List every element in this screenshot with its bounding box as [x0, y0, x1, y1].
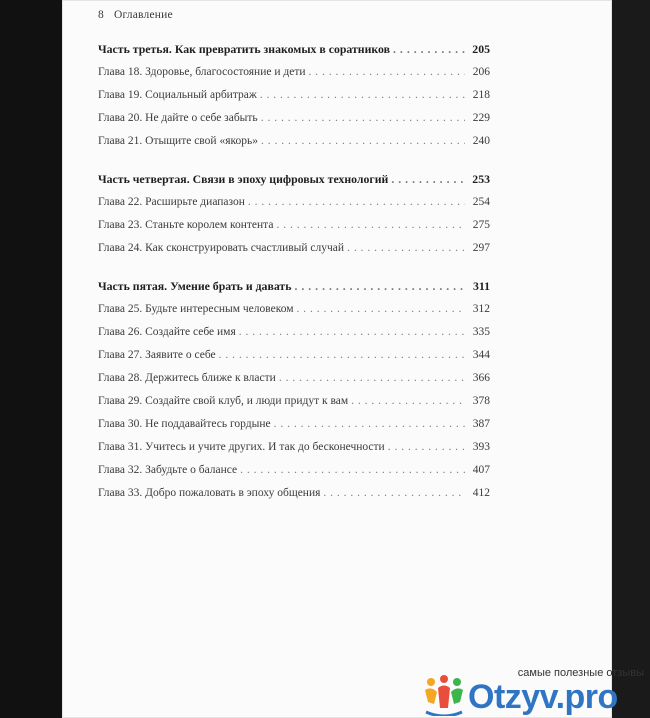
toc-page-number: 254 — [472, 196, 490, 208]
toc-leader-dots — [323, 482, 465, 505]
toc-page-number: 253 — [472, 172, 490, 186]
toc-chapter-title: Глава 26. Создайте себе имя — [98, 326, 236, 338]
toc-leader-dots — [276, 214, 465, 237]
toc-page-number: 205 — [472, 42, 490, 56]
toc-chapter-18 — [98, 61, 490, 84]
toc-chapter-21 — [98, 130, 490, 153]
toc-page-number: 393 — [472, 441, 490, 453]
toc-chapter-title: Глава 22. Расширьте диапазон — [98, 196, 245, 208]
toc-chapter-title: Глава 25. Будьте интересным человеком — [98, 303, 294, 315]
toc-page-number: 240 — [472, 135, 490, 147]
screen-bezel-right — [612, 0, 650, 718]
toc-leader-dots — [240, 459, 465, 482]
toc-chapter-title: Глава 24. Как сконструировать счастливый случай — [98, 242, 345, 254]
toc-chapter-30 — [98, 413, 490, 436]
header-title: Оглавление — [113, 9, 173, 21]
otzyv-watermark — [420, 664, 650, 718]
toc-leader-dots — [393, 38, 465, 61]
toc-page-number: 366 — [472, 372, 490, 384]
toc-chapter-title: Глава 28. Держитесь ближе к власти — [98, 372, 276, 384]
toc-chapter-29 — [98, 390, 490, 413]
table-of-contents — [98, 38, 490, 505]
toc-leader-dots — [347, 237, 465, 260]
toc-part-title: Часть четвертая. Связи в эпоху цифровых технологий — [98, 172, 389, 186]
toc-chapter-22 — [98, 191, 490, 214]
toc-page-number: 311 — [472, 279, 490, 293]
toc-part-4 — [98, 168, 490, 191]
toc-leader-dots — [279, 367, 465, 390]
toc-chapter-title: Глава 30. Не поддавайтесь гордыне — [98, 418, 271, 430]
toc-leader-dots — [391, 168, 465, 191]
watermark-tagline: самые полезные отзывы — [517, 667, 644, 679]
toc-chapter-title: Глава 19. Социальный арбитраж — [98, 89, 257, 101]
toc-page-number: 218 — [472, 89, 490, 101]
toc-chapter-23 — [98, 214, 490, 237]
toc-page-number: 407 — [472, 464, 490, 476]
toc-chapter-26 — [98, 321, 490, 344]
toc-leader-dots — [260, 84, 465, 107]
toc-leader-dots — [294, 275, 465, 298]
toc-page-number: 312 — [472, 303, 490, 315]
section-gap — [98, 153, 490, 168]
toc-page-number: 387 — [472, 418, 490, 430]
toc-chapter-title: Глава 20. Не дайте о себе забыть — [98, 112, 258, 124]
toc-chapter-title: Глава 32. Забудьте о балансе — [98, 464, 238, 476]
toc-chapter-title: Глава 21. Отыщите свой «якорь» — [98, 135, 258, 147]
toc-page-number: 297 — [472, 242, 490, 254]
toc-chapter-24 — [98, 237, 490, 260]
toc-leader-dots — [239, 321, 465, 344]
toc-leader-dots — [309, 61, 465, 84]
toc-page-number: 335 — [472, 326, 490, 338]
people-logo-icon — [422, 674, 466, 716]
toc-leader-dots — [351, 390, 465, 413]
toc-leader-dots — [219, 344, 465, 367]
toc-part-title: Часть третья. Как превратить знакомых в соратников — [98, 42, 391, 56]
toc-chapter-title: Глава 27. Заявите о себе — [98, 349, 216, 361]
toc-page-number: 412 — [472, 487, 490, 499]
watermark-brand: Otzyv.pro — [468, 678, 618, 716]
toc-page-number: 344 — [472, 349, 490, 361]
toc-leader-dots — [297, 298, 465, 321]
toc-leader-dots — [261, 107, 465, 130]
section-gap — [98, 260, 490, 275]
toc-leader-dots — [274, 413, 465, 436]
toc-page-number: 206 — [472, 66, 490, 78]
toc-part-3 — [98, 38, 490, 61]
toc-chapter-28 — [98, 367, 490, 390]
toc-chapter-20 — [98, 107, 490, 130]
toc-chapter-title: Глава 33. Добро пожаловать в эпоху общения — [98, 487, 321, 499]
toc-page-number: 229 — [472, 112, 490, 124]
toc-part-5 — [98, 275, 490, 298]
toc-page-number: 378 — [472, 395, 490, 407]
toc-chapter-title: Глава 18. Здоровье, благосостояние и дети — [98, 66, 306, 78]
toc-chapter-33 — [98, 482, 490, 505]
toc-chapter-title: Глава 29. Создайте свой клуб, и люди придут к вам — [98, 395, 349, 407]
toc-part-title: Часть пятая. Умение брать и давать — [98, 279, 292, 293]
toc-chapter-25 — [98, 298, 490, 321]
toc-chapter-31 — [98, 436, 490, 459]
toc-chapter-32 — [98, 459, 490, 482]
toc-leader-dots — [388, 436, 465, 459]
running-head — [98, 9, 173, 21]
toc-page-number: 275 — [472, 219, 490, 231]
toc-chapter-title: Глава 31. Учитесь и учите других. И так до бесконечности — [98, 441, 385, 453]
header-page-number: 8 — [98, 9, 104, 21]
toc-leader-dots — [261, 130, 465, 153]
toc-chapter-title: Глава 23. Станьте королем контента — [98, 219, 274, 231]
toc-leader-dots — [248, 191, 465, 214]
toc-chapter-27 — [98, 344, 490, 367]
toc-chapter-19 — [98, 84, 490, 107]
